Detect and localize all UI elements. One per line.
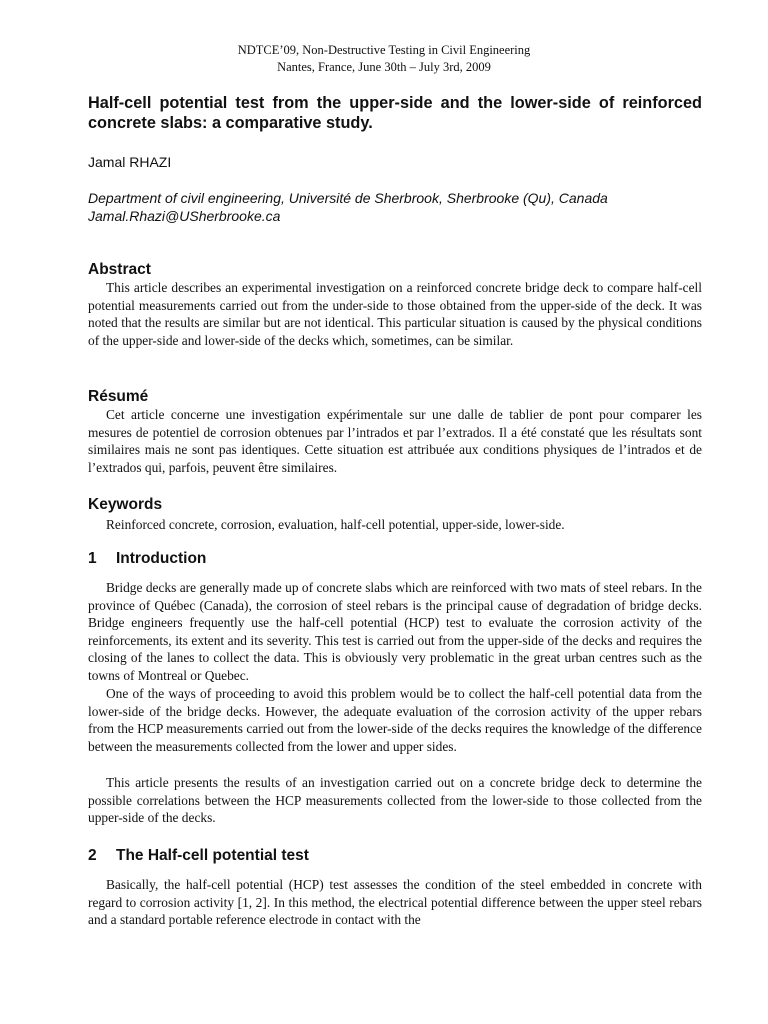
section-1-paragraph-2: One of the ways of proceeding to avoid this problem would be to collect the half-cell potential data from the lower-side of the bridge decks. However, the adequate evaluation of the corrosion activity of the upper rebars from the HCP measurements carried out from the lower-side of the decks requires the knowledge of the difference between the measurements collected from the lower and upper sides.	[88, 686, 702, 754]
abstract-text: This article describes an experimental investigation on a reinforced concrete bridge deck to compare half-cell potential measurements carried out from the under-side to those obtained from the upper-side of the deck. It was noted that the results are similar but are not identical. This particular situation is caused by the physical conditions of the upper-side and lower-side of the decks which, sometimes, can be similar.	[88, 280, 702, 348]
affiliation	[88, 189, 608, 225]
section-2-heading	[88, 847, 309, 865]
conference-location: Nantes, France, June 30th – July 3rd, 2009	[277, 60, 491, 74]
section-1-heading	[88, 550, 206, 568]
section-1-title: Introduction	[116, 550, 207, 567]
paper-title: Half-cell potential test from the upper-side and the lower-side of reinforced concrete slabs: a comparative study.	[88, 94, 702, 132]
section-2-title: The Half-cell potential test	[116, 847, 309, 864]
conference-name: NDTCE’09, Non-Destructive Testing in Civil Engineering	[237, 43, 531, 57]
resume-heading: Résumé	[88, 388, 149, 405]
section-2-number: 2	[88, 847, 97, 864]
affiliation-department: Department of civil engineering, Université de Sherbrook, Sherbrooke (Qu), Canada	[88, 190, 608, 206]
section-1-paragraph-1: Bridge decks are generally made up of concrete slabs which are reinforced with two mats of steel rebars. In the province of Québec (Canada), the corrosion of steel rebars is the principal cause of degradation of bridge decks. Bridge engineers frequently use the half-cell potential (HCP) test to evaluate the corrosion activity of the reinforcements, its extent and its severity. This test is carried out from the upper-side of the decks and requires the closing of the lanes to collect the data. This is obviously very problematic in the great urban centres such as the towns of Montreal or Quebec.	[88, 580, 702, 683]
keywords-text: Reinforced concrete, corrosion, evaluation, half-cell potential, upper-side, lower-side.	[106, 517, 565, 532]
resume-text: Cet article concerne une investigation expérimentale sur une dalle de tablier de pont pour comparer les mesures de potentiel de corrosion obtenues par l’intrados et par l’extrados. Il a été constaté que les résultats sont similaires mais ne sont pas identiques. Cette situation est attribuée aux conditions physiques de l’intrados et de l’extrados qui, parfois, peuvent être similaires.	[88, 407, 702, 475]
keywords-heading: Keywords	[88, 496, 163, 513]
section-2-paragraph-1: Basically, the half-cell potential (HCP) test assesses the condition of the steel embedded in concrete with regard to corrosion activity [1, 2]. In this method, the electrical potential difference between the upper steel rebars and a standard portable reference electrode in contact with the	[88, 877, 702, 928]
section-1-paragraph-3: This article presents the results of an investigation carried out on a concrete bridge deck to determine the possible correlations between the HCP measurements collected from the lower-side to those collected from the upper-side of the decks.	[88, 775, 702, 826]
author-name: Jamal RHAZI	[88, 154, 172, 170]
conference-header	[0, 42, 768, 76]
author-email: Jamal.Rhazi@USherbrooke.ca	[88, 208, 281, 224]
section-1-number: 1	[88, 550, 97, 567]
abstract-heading: Abstract	[88, 261, 151, 278]
